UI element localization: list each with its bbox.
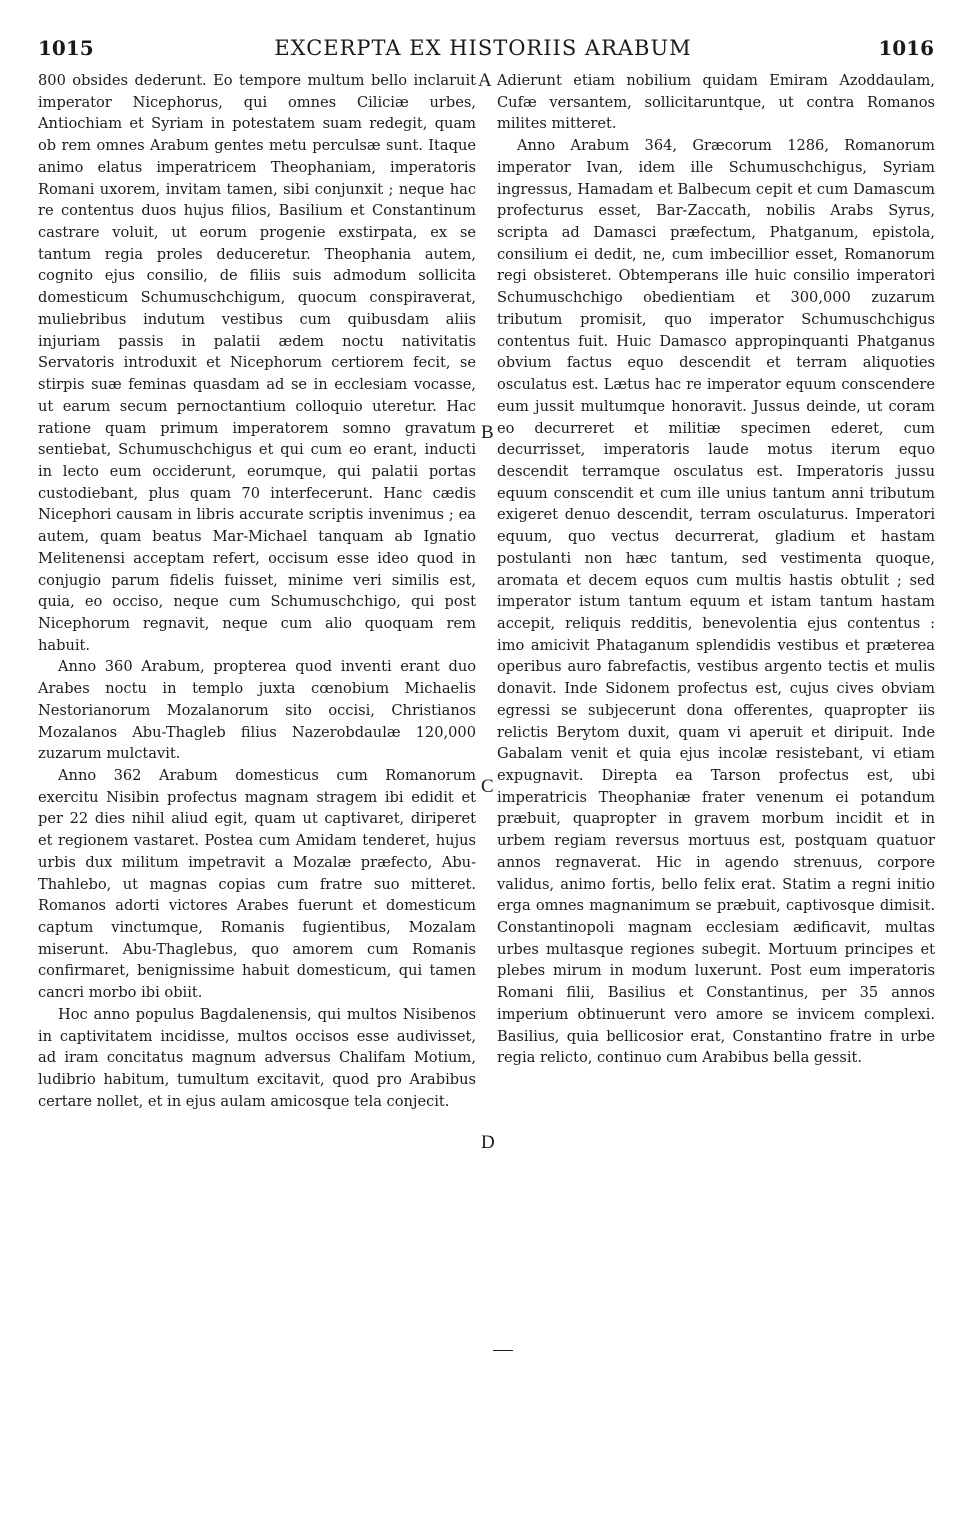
paragraph: Hoc anno populus Bagdalenensis, qui multos Nisibenos in captivitatem incidisse, multos occisos esse audivisset, ad iram concitatus magnum adversus Chalifam Motium, ludibrio habitum, tumultum excitavit, quod pro Arabibus certare nollet, et in ejus aulam amicosque tela conjecit. [38, 1005, 476, 1110]
end-rule [493, 1350, 513, 1351]
margin-letter-b: B [481, 422, 494, 443]
margin-letter-d: D [481, 1132, 495, 1153]
paragraph: Adierunt etiam nobilium quidam Emiram Azoddaulam, Cufæ versantem, sollicitaruntque, ut contra Romanos milites mitteret. [497, 72, 935, 133]
left-column [38, 70, 476, 1113]
paragraph: 800 obsides dederunt. Eo tempore multum bello inclaruit imperator Nicephorus, qui omnes Ciliciæ urbes, Antiochiam et Syriam in potestatem suam redegit, quam ob rem omnes Arabum gentes metu perculsæ sunt. Itaque animo elatus imperatricem Theophaniam, imperatoris Romani uxorem, invitam tamen, sibi conjunxit ; neque hac re contentus duos hujus filios, Basilium et Constantinum castrare voluit, ut eorum progenie exstirpata, ex se tantum regia proles deduceretur. Theophania autem, cognito ejus consilio, de filiis suis admodum sollicita domesticum Schumuschchigum, quocum conspiraverat, muliebribus indutum vestibus cum quibusdam aliis injuriam passis in palatii ædem noctu nativitatis Servatoris introduxit et Nicephorum certiorem fecit, se stirpis suæ feminas quasdam ad se in ecclesiam vocasse, ut earum secum pernoctantium colloquio uteretur. Hac ratione quam primum imperatorem somno gravatum sentiebat, Schumuschchigus et qui cum eo erant, inducti in lecto eum occiderunt, eorumque, qui palatii portas custodiebant, plus quam 70 interfecerunt. Hanc cædis Nicephori causam in libris accurate scriptis invenimus ; ea autem, quam beatus Mar-Michael tanquam ab Ignatio Melitenensi acceptam refert, occisum esse ideo quod in conjugio parum fidelis fuisset, minime veri similis est, quia, eo occiso, neque cum Schumuschchigo, qui post Nicephorum regnavit, neque cum alio quoquam rem habuit. [38, 72, 476, 654]
page-number-right: 1016 [878, 36, 934, 60]
paragraph: Anno 360 Arabum, propterea quod inventi erant duo Arabes noctu in templo juxta cœnobium Michaelis Nestorianorum Mozalanorum sito occisi, Christianos Mozalanos Abu-Thagleb filius Nazerobdaulæ 120,000 zuzarum mulctavit. [38, 658, 476, 763]
right-column [497, 70, 935, 1069]
running-header [0, 36, 966, 66]
page-number-left: 1015 [38, 36, 94, 60]
paragraph: Anno 362 Arabum domesticus cum Romanorum exercitu Nisibin profectus magnam stragem ibi edidit et per 22 dies nihil aliud egit, quam ut captivaret, diriperet et regionem vastaret. Postea cum Amidam tenderet, hujus urbis dux militum impetravit a Mozalæ præfecto, Abu-Thahlebo, ut magnas copias cum fratre suo mitteret. Romanos adorti victores Arabes fuerunt et domesticum captum vinctumque, Romanis fugientibus, Mozalam miserunt. Abu-Thaglebus, quo amorem cum Romanis confirmaret, benignissime habuit domesticum, qui tamen cancri morbo ibi obiit. [38, 767, 476, 1002]
margin-letter-a: A [478, 70, 492, 91]
paragraph: Anno Arabum 364, Græcorum 1286, Romanorum imperator Ivan, idem ille Schumuschchigus, Syriam ingressus, Hamadam et Balbecum cepit et cum Damascum profecturus esset, Bar-Zaccath, nobilis Arabs Syrus, scripta ad Damasci præfectum, Phatganum, epistola, consilium ei dedit, ne, cum imbecillior esset, Romanorum regi obsisteret. Obtemperans ille huic consilio imperatori Schumuschchigo obedientiam et 300,000 zuzarum tributum promisit, quo imperator Schumuschchigus contentus fuit. Huic Damasco appropinquanti Phatganus obvium factus equo descendit et terram aliquoties osculatus est. Lætus hac re imperator equum conscendere eum jussit multumque honoravit. Jussus deinde, ut coram eo decurreret et militiæ specimen ederet, cum decurrisset, imperatoris laude motus iterum equo descendit terramque osculatus est. Imperatoris jussu equum conscendit et cum ille unius tantum anni tributum exigeret denuo descendit, terram osculaturus. Imperatori equum, quo vectus decurrerat, gladium et hastam postulanti non hæc tantum, sed vestimenta quoque, aromata et decem equos cum multis hastis obtulit ; sed imperator istum tantum equum et istam tantum hastam accepit, reliquis redditis, benevolentia ejus contentus : imo amicivit Phataganum splendidis vestibus et præterea operibus auro fabrefactis, vestibus argento tectis et mulis donavit. Inde Sidonem profectus est, cujus cives obviam egressi se subjecerunt dona offerentes, quapropter iis relictis Berytom duxit, quam vi aperuit et diripuit. Inde Gabalam venit et quia ejus incolæ resistebant, vi etiam expugnavit. Direpta ea Tarson profectus est, ubi imperatricis Theophaniæ frater venenum ei potandum præbuit, quapropter in gravem morbum incidit et in urbem regiam reversus mortuus est, postquam quatuor annos regnaverat. Hic in agendo strenuus, corpore validus, animo fortis, bello felix erat. Statim a regni initio erga omnes magnanimum se præbuit, captivosque dimisit. Constantinopoli magnam ecclesiam ædificavit, multas urbes multasque regiones subegit. Mortuum principes et plebes mirum in modum luxerunt. Post eum imperatoris Romani filii, Basilius et Constantinus, per 35 annos imperium obtinuerunt vero amore se invicem complexi. Basilius, quia bellicosior erat, Constantino fratre in urbe regia relicto, continuo cum Arabibus bella gessit. [497, 137, 935, 1067]
margin-letter-c: C [481, 776, 494, 797]
running-title: EXCERPTA EX HISTORIIS ARABUM [274, 36, 692, 60]
